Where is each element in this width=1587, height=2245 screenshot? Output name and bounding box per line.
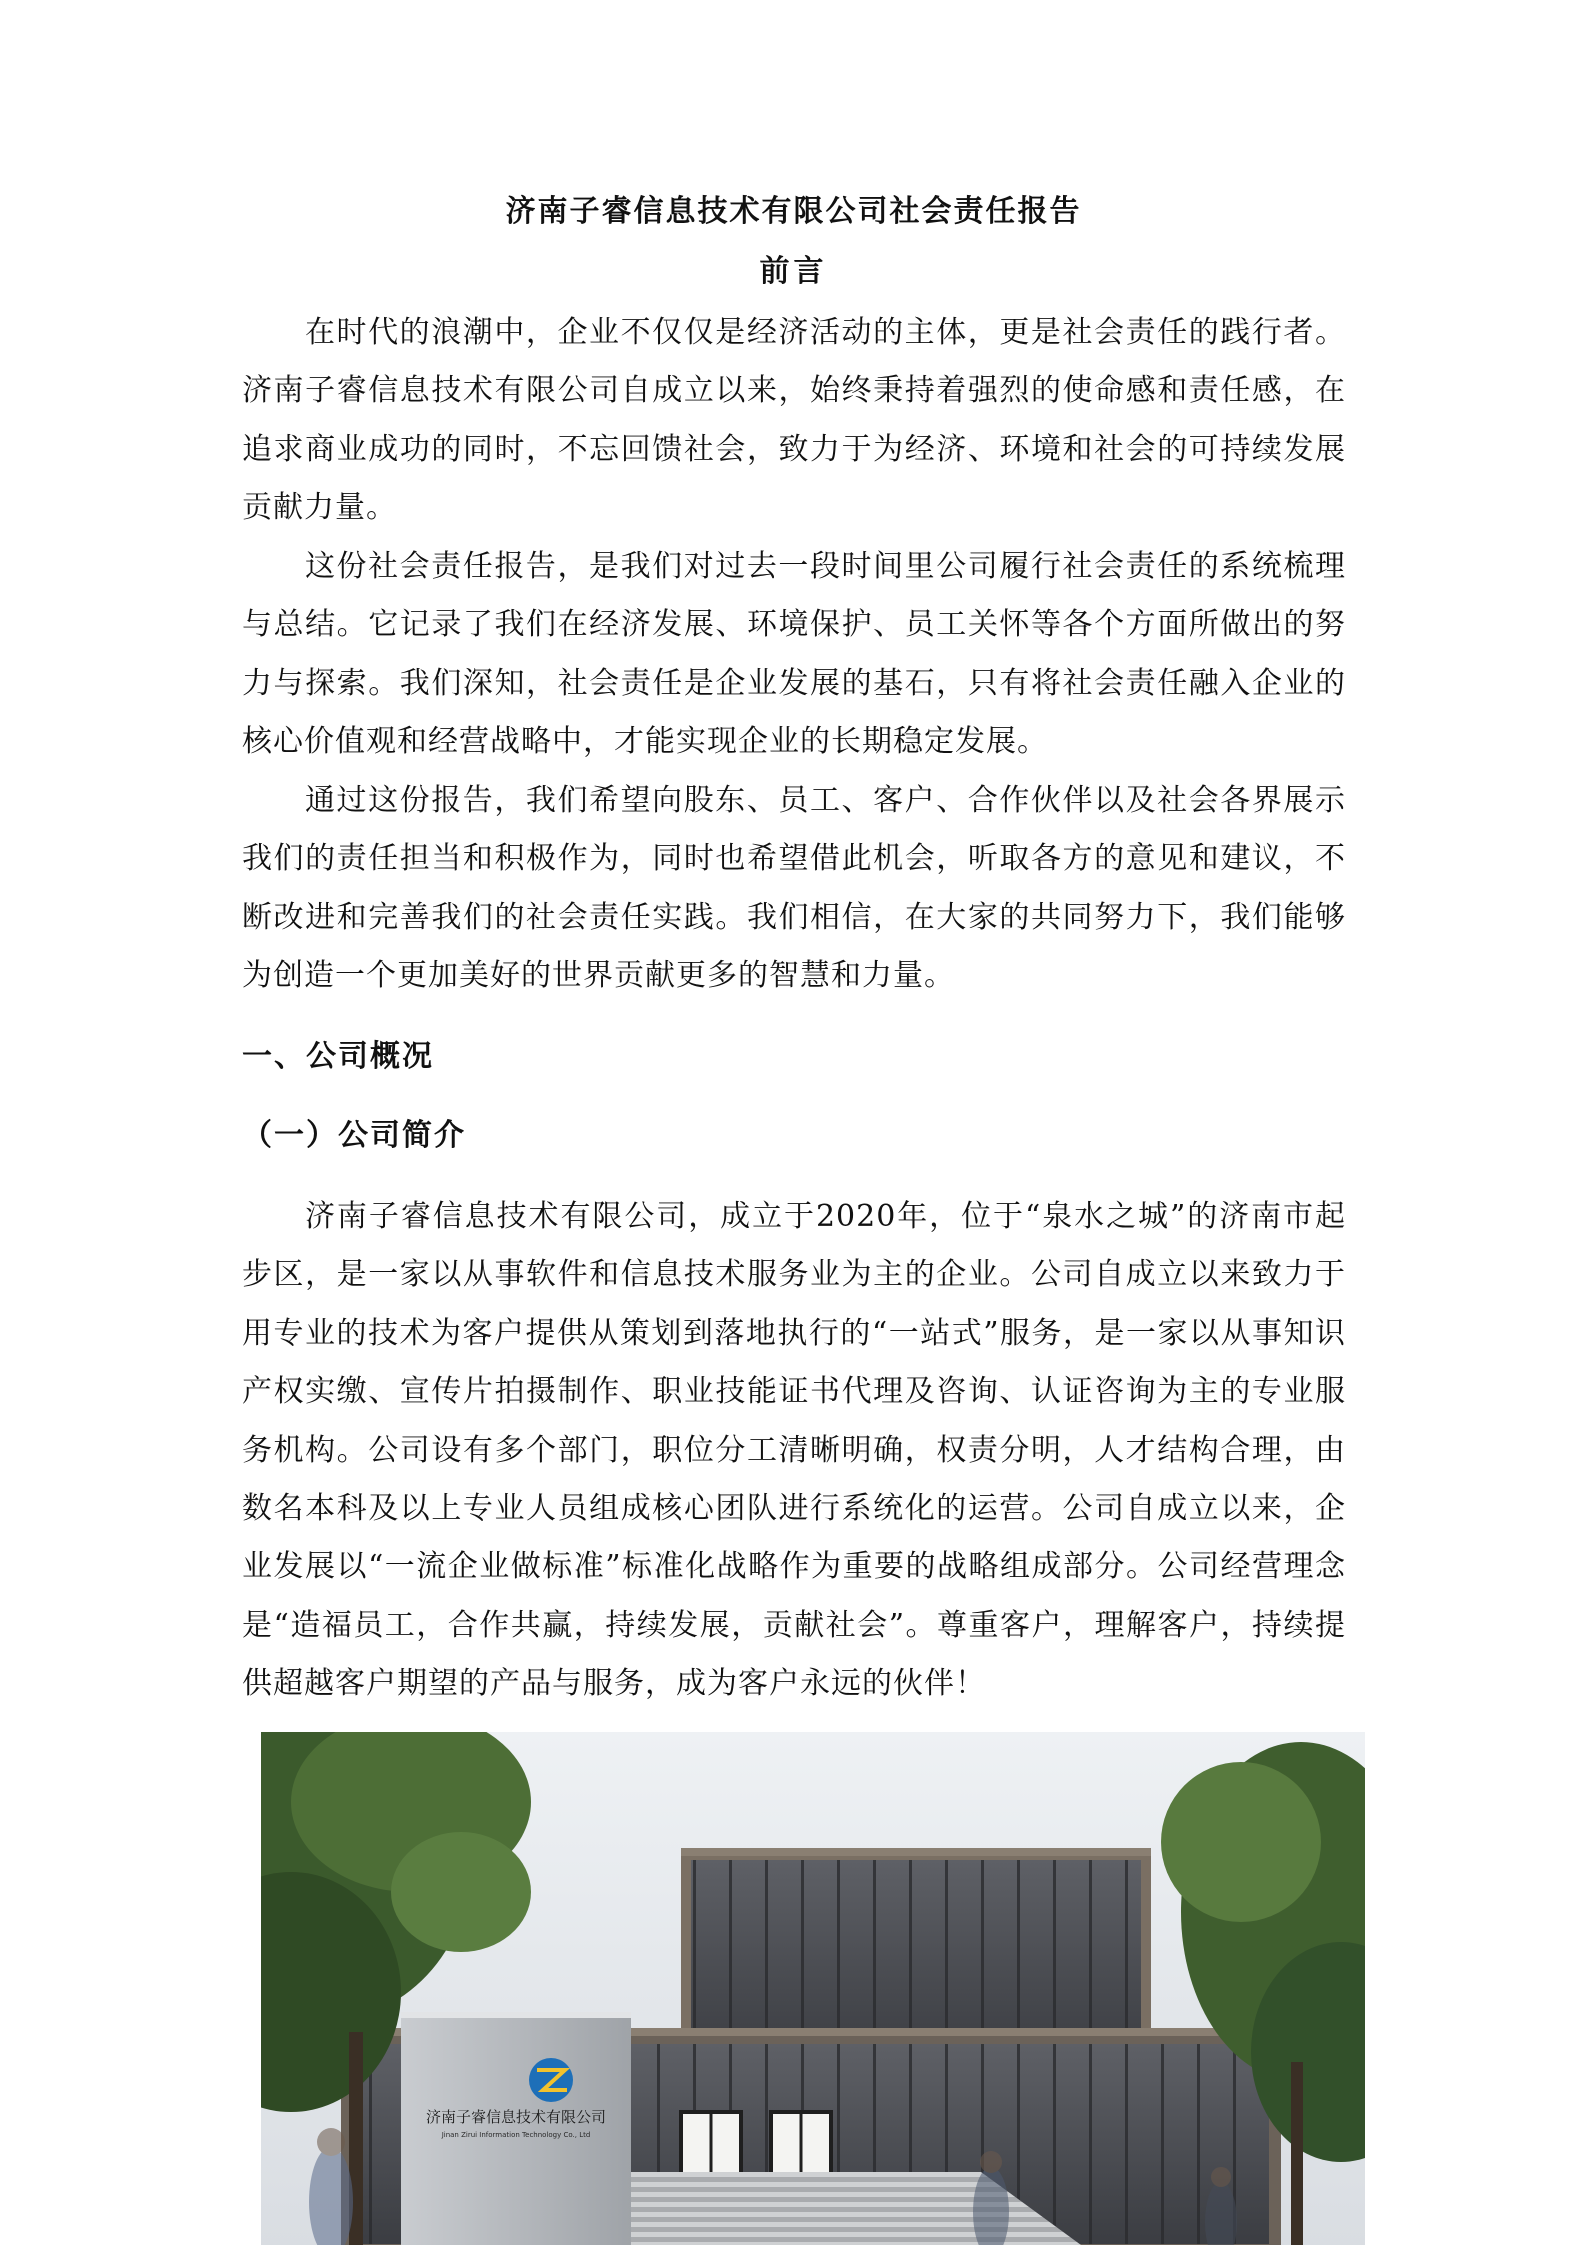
- company-building-photo: [261, 1732, 1365, 2245]
- preface-paragraph-2: 这份社会责任报告，是我们对过去一段时间里公司履行社会责任的系统梳理与总结。它记录了我们在经济发展、环境保护、员工关怀等各个方面所做出的努力与探索。我们深知，社会责任是企业发展的基石，只有将社会责任融入企业的核心价值观和经营战略中，才能实现企业的长期稳定发展。: [242, 549, 1346, 760]
- preface-paragraph-3: 通过这份报告，我们希望向股东、员工、客户、合作伙伴以及社会各界展示我们的责任担当和积极作为，同时也希望借此机会，听取各方的意见和建议，不断改进和完善我们的社会责任实践。我们相信，在大家的共同努力下，我们能够为创造一个更加美好的世界贡献更多的智慧和力量。: [242, 783, 1346, 994]
- sign-company-name-en: Jinan Zirui Information Technology Co., Ltd: [441, 2131, 591, 2139]
- subsection-heading-company-profile: （一）公司简介: [242, 1118, 466, 1153]
- document-title: 济南子睿信息技术有限公司社会责任报告: [505, 194, 1082, 229]
- section-heading-company-overview: 一、公司概况: [242, 1039, 434, 1074]
- sign-company-name: 济南子睿信息技术有限公司: [425, 2108, 607, 2126]
- preface-paragraph-1: 在时代的浪潮中，企业不仅仅是经济活动的主体，更是社会责任的践行者。济南子睿信息技术有限公司自成立以来，始终秉持着强烈的使命感和责任感，在追求商业成功的同时，不忘回馈社会，致力于为经济、环境和社会的可持续发展贡献力量。: [242, 315, 1346, 526]
- company-profile-paragraph: 济南子睿信息技术有限公司，成立于2020年，位于“泉水之城”的济南市起步区，是一家以从事软件和信息技术服务业为主的企业。公司自成立以来致力于用专业的技术为客户提供从策划到落地执行的“一站式”服务，是一家以从事知识产权实缴、宣传片拍摄制作、职业技能证书代理及咨询、认证咨询为主的专业服务机构。公司设有多个部门，职位分工清晰明确，权责分明，人才结构合理，由数名本科及以上专业人员组成核心团队进行系统化的运营。公司自成立以来，企业发展以“一流企业做标准”标准化战略作为重要的战略组成部分。公司经营理念是“造福员工，合作共赢，持续发展，贡献社会”。尊重客户，理解客户，持续提供超越客户期望的产品与服务，成为客户永远的伙伴！: [242, 1199, 1346, 1702]
- preface-heading: 前言: [759, 254, 828, 289]
